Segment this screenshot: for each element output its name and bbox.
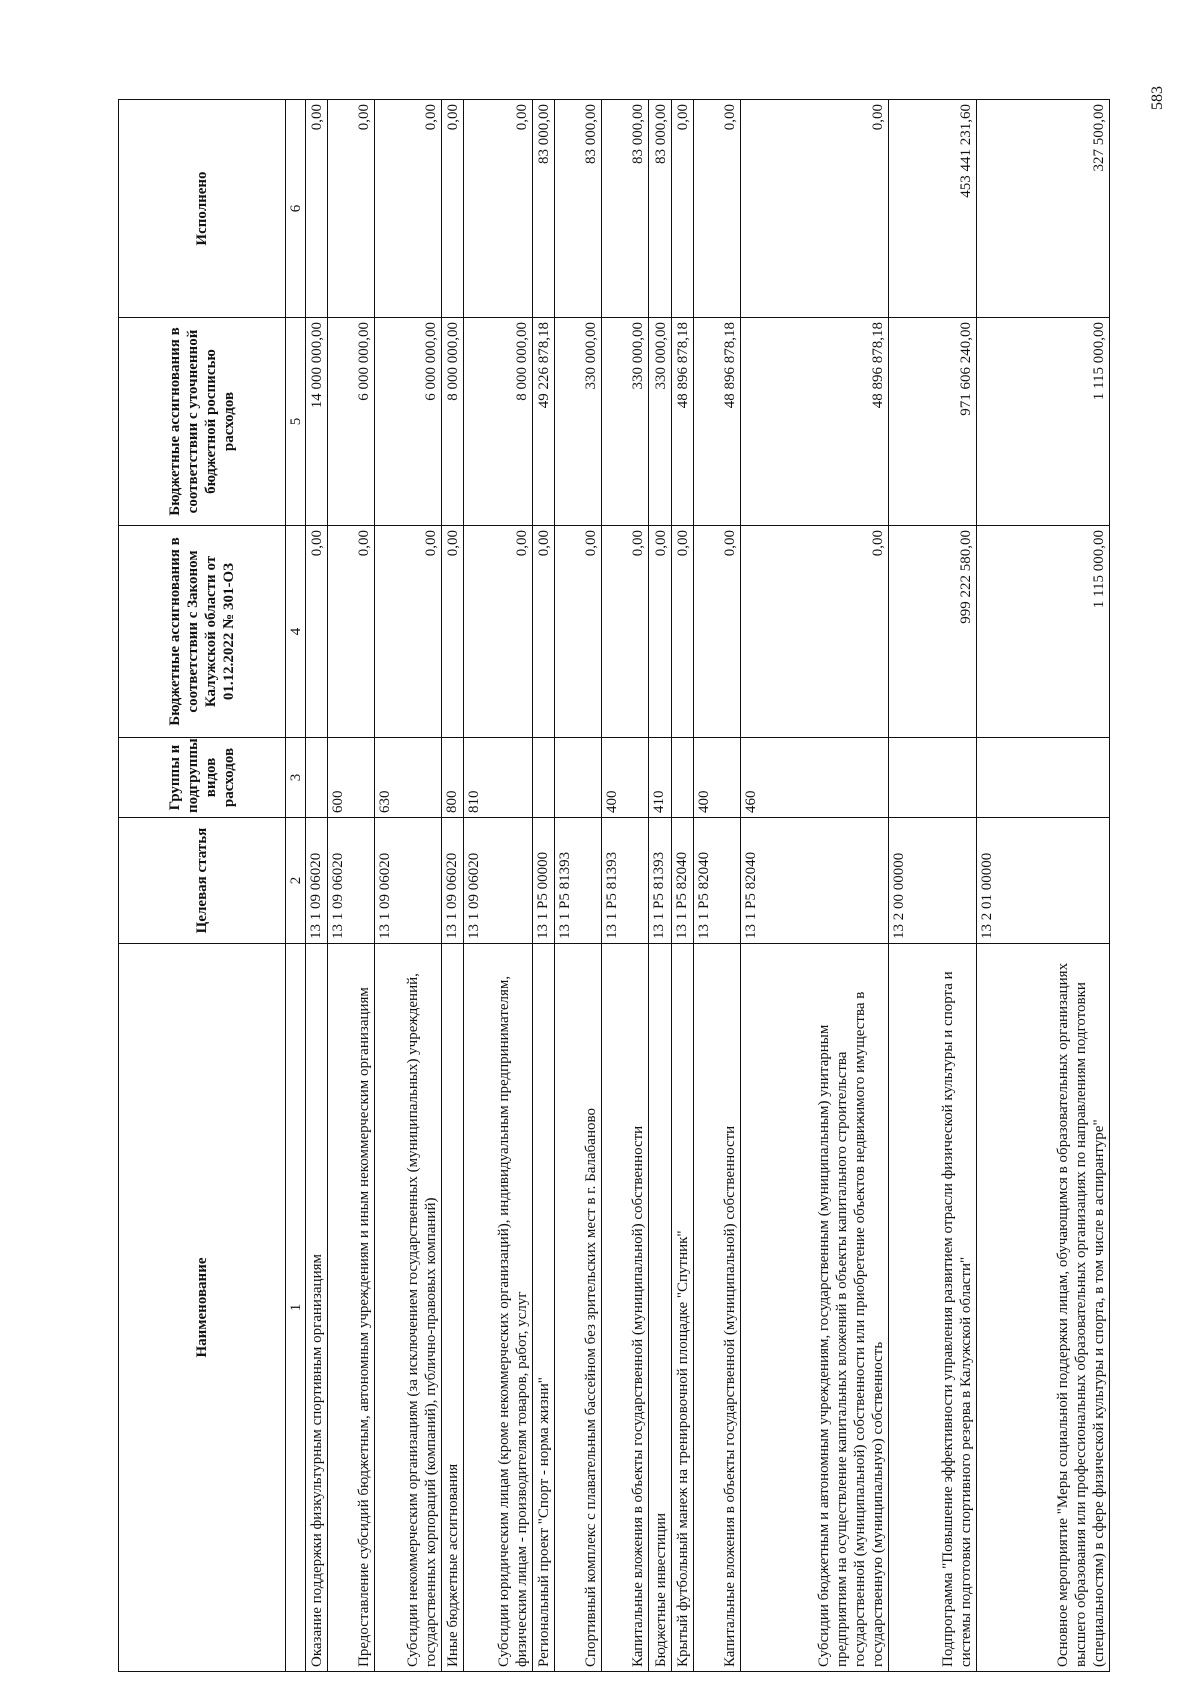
row-target-code: 13 1 09 06020: [306, 818, 328, 944]
table-row: [464, 100, 532, 1672]
column-number: 6: [286, 100, 306, 318]
row-target-code: 13 1 P5 82040: [671, 818, 693, 944]
row-target-code: 13 1 P5 81393: [555, 818, 602, 944]
header-target: Целевая статья: [119, 818, 286, 944]
header-row: [119, 100, 286, 1672]
row-schedule-amount: 8 000 000,00: [464, 318, 532, 526]
row-schedule-amount: 8 000 000,00: [441, 318, 463, 526]
table-row: [649, 100, 671, 1672]
row-target-code: 13 1 P5 82040: [693, 818, 740, 944]
row-law-amount: 0,00: [741, 526, 889, 738]
header-schedule: Бюджетные ассигнования в соответствии с уточненной бюджетной росписью расходов: [119, 318, 286, 526]
column-number-row: [286, 100, 306, 1672]
column-number: 3: [286, 738, 306, 818]
row-executed-amount: 0,00: [441, 100, 463, 318]
row-group: [888, 738, 977, 818]
row-name: Капитальные вложения в объекты государственной (муниципальной) собственности: [693, 944, 740, 1672]
row-schedule-amount: 330 000,00: [555, 318, 602, 526]
budget-table: [118, 99, 1110, 1672]
header-name: Наименование: [119, 944, 286, 1672]
table-row: [306, 100, 328, 1672]
row-executed-amount: 0,00: [464, 100, 532, 318]
table-row: [532, 100, 554, 1672]
row-name: Спортивный комплекс с плавательным бассейном без зрительских мест в г. Балабаново: [555, 944, 602, 1672]
row-group: 410: [649, 738, 671, 818]
row-schedule-amount: 14 000 000,00: [306, 318, 328, 526]
row-law-amount: 0,00: [693, 526, 740, 738]
row-name: Субсидии некоммерческим организациям (за исключением государственных (муниципальных) учреждений, государственных корпораций (компаний), публично-правовых компаний): [375, 944, 441, 1672]
row-schedule-amount: 971 606 240,00: [888, 318, 977, 526]
table-row: [741, 100, 889, 1672]
table-row: [555, 100, 602, 1672]
row-target-code: 13 1 09 06020: [464, 818, 532, 944]
row-name: Подпрограмма "Повышение эффективности управления развитием отрасли физической культуры и спорта и системы подготовки спортивного резерва в Калужской области": [888, 944, 977, 1672]
row-name: Бюджетные инвестиции: [649, 944, 671, 1672]
row-target-code: 13 1 09 06020: [328, 818, 375, 944]
row-name: Субсидии юридическим лицам (кроме некоммерческих организаций), индивидуальным предпринимателям, физическим лицам - производителям товаров, работ, услуг: [464, 944, 532, 1672]
row-law-amount: 1 115 000,00: [977, 526, 1110, 738]
row-law-amount: 0,00: [464, 526, 532, 738]
row-schedule-amount: 6 000 000,00: [328, 318, 375, 526]
row-name: Предоставление субсидий бюджетным, автономным учреждениям и иным некоммерческим организациям: [328, 944, 375, 1672]
row-group: 630: [375, 738, 441, 818]
row-group: 400: [602, 738, 649, 818]
row-executed-amount: 0,00: [375, 100, 441, 318]
row-group: [671, 738, 693, 818]
row-schedule-amount: 330 000,00: [649, 318, 671, 526]
table-row: [693, 100, 740, 1672]
row-law-amount: 0,00: [375, 526, 441, 738]
row-schedule-amount: 1 115 000,00: [977, 318, 1110, 526]
column-number: 2: [286, 818, 306, 944]
row-name: Основное мероприятие "Меры социальной поддержки лицам, обучающимся в образовательных организациях высшего образования или профессиональных образовательных организациях по направлениям подготовки (специальностям) в сфере физической культуры и спорта, в том числе в аспирантуре": [977, 944, 1110, 1672]
row-group: 800: [441, 738, 463, 818]
row-target-code: 13 1 09 06020: [441, 818, 463, 944]
row-executed-amount: 83 000,00: [555, 100, 602, 318]
row-name: Иные бюджетные ассигнования: [441, 944, 463, 1672]
row-schedule-amount: 48 896 878,18: [671, 318, 693, 526]
row-target-code: 13 1 P5 81393: [649, 818, 671, 944]
row-schedule-amount: 49 226 878,18: [532, 318, 554, 526]
row-name: Субсидии бюджетным и автономным учреждениям, государственным (муниципальным) унитарным предприятиям на осуществление капитальных вложений в объекты капитального строительства государственной (муниципальной) собственности или приобретение объектов недвижимого имущества в государственную (муниципальную) собственность: [741, 944, 889, 1672]
row-group: 400: [693, 738, 740, 818]
row-executed-amount: 83 000,00: [602, 100, 649, 318]
row-group: 810: [464, 738, 532, 818]
row-group: [532, 738, 554, 818]
row-executed-amount: 0,00: [693, 100, 740, 318]
row-law-amount: 0,00: [441, 526, 463, 738]
column-number: 4: [286, 526, 306, 738]
row-target-code: 13 2 01 00000: [977, 818, 1110, 944]
row-target-code: 13 1 P5 82040: [741, 818, 889, 944]
table-row: [375, 100, 441, 1672]
row-law-amount: 0,00: [671, 526, 693, 738]
header-law: Бюджетные ассигнования в соответствии с Законом Калужской области от 01.12.2022 № 301-ОЗ: [119, 526, 286, 738]
row-law-amount: 0,00: [532, 526, 554, 738]
row-target-code: 13 1 P5 00000: [532, 818, 554, 944]
column-number: 5: [286, 318, 306, 526]
row-law-amount: 0,00: [602, 526, 649, 738]
row-group: 600: [328, 738, 375, 818]
row-name: Капитальные вложения в объекты государственной (муниципальной) собственности: [602, 944, 649, 1672]
row-group: 460: [741, 738, 889, 818]
row-schedule-amount: 48 896 878,18: [741, 318, 889, 526]
row-target-code: 13 2 00 00000: [888, 818, 977, 944]
row-executed-amount: 0,00: [741, 100, 889, 318]
row-executed-amount: 453 441 231,60: [888, 100, 977, 318]
table-row: [602, 100, 649, 1672]
row-law-amount: 999 222 580,00: [888, 526, 977, 738]
table-row: [671, 100, 693, 1672]
row-target-code: 13 1 09 06020: [375, 818, 441, 944]
rotated-page-content: [118, 100, 1110, 1672]
row-name: Региональный проект "Спорт - норма жизни": [532, 944, 554, 1672]
row-name: Оказание поддержки физкультурным спортивным организациям: [306, 944, 328, 1672]
page-number: 583: [1149, 86, 1166, 110]
row-group: [555, 738, 602, 818]
row-name: Крытый футбольный манеж на тренировочной площадке "Спутник": [671, 944, 693, 1672]
header-executed: Исполнено: [119, 100, 286, 318]
row-schedule-amount: 6 000 000,00: [375, 318, 441, 526]
row-law-amount: 0,00: [306, 526, 328, 738]
row-law-amount: 0,00: [649, 526, 671, 738]
table-row: [888, 100, 977, 1672]
column-number: 1: [286, 944, 306, 1672]
table-row: [977, 100, 1110, 1672]
row-schedule-amount: 48 896 878,18: [693, 318, 740, 526]
row-group: [977, 738, 1110, 818]
row-executed-amount: 0,00: [306, 100, 328, 318]
row-executed-amount: 327 500,00: [977, 100, 1110, 318]
table-row: [328, 100, 375, 1672]
row-executed-amount: 0,00: [671, 100, 693, 318]
row-law-amount: 0,00: [555, 526, 602, 738]
row-executed-amount: 0,00: [328, 100, 375, 318]
table-row: [441, 100, 463, 1672]
row-schedule-amount: 330 000,00: [602, 318, 649, 526]
header-group: Группы и подгруппы видов расходов: [119, 738, 286, 818]
row-executed-amount: 83 000,00: [532, 100, 554, 318]
row-group: [306, 738, 328, 818]
row-law-amount: 0,00: [328, 526, 375, 738]
row-target-code: 13 1 P5 81393: [602, 818, 649, 944]
row-executed-amount: 83 000,00: [649, 100, 671, 318]
